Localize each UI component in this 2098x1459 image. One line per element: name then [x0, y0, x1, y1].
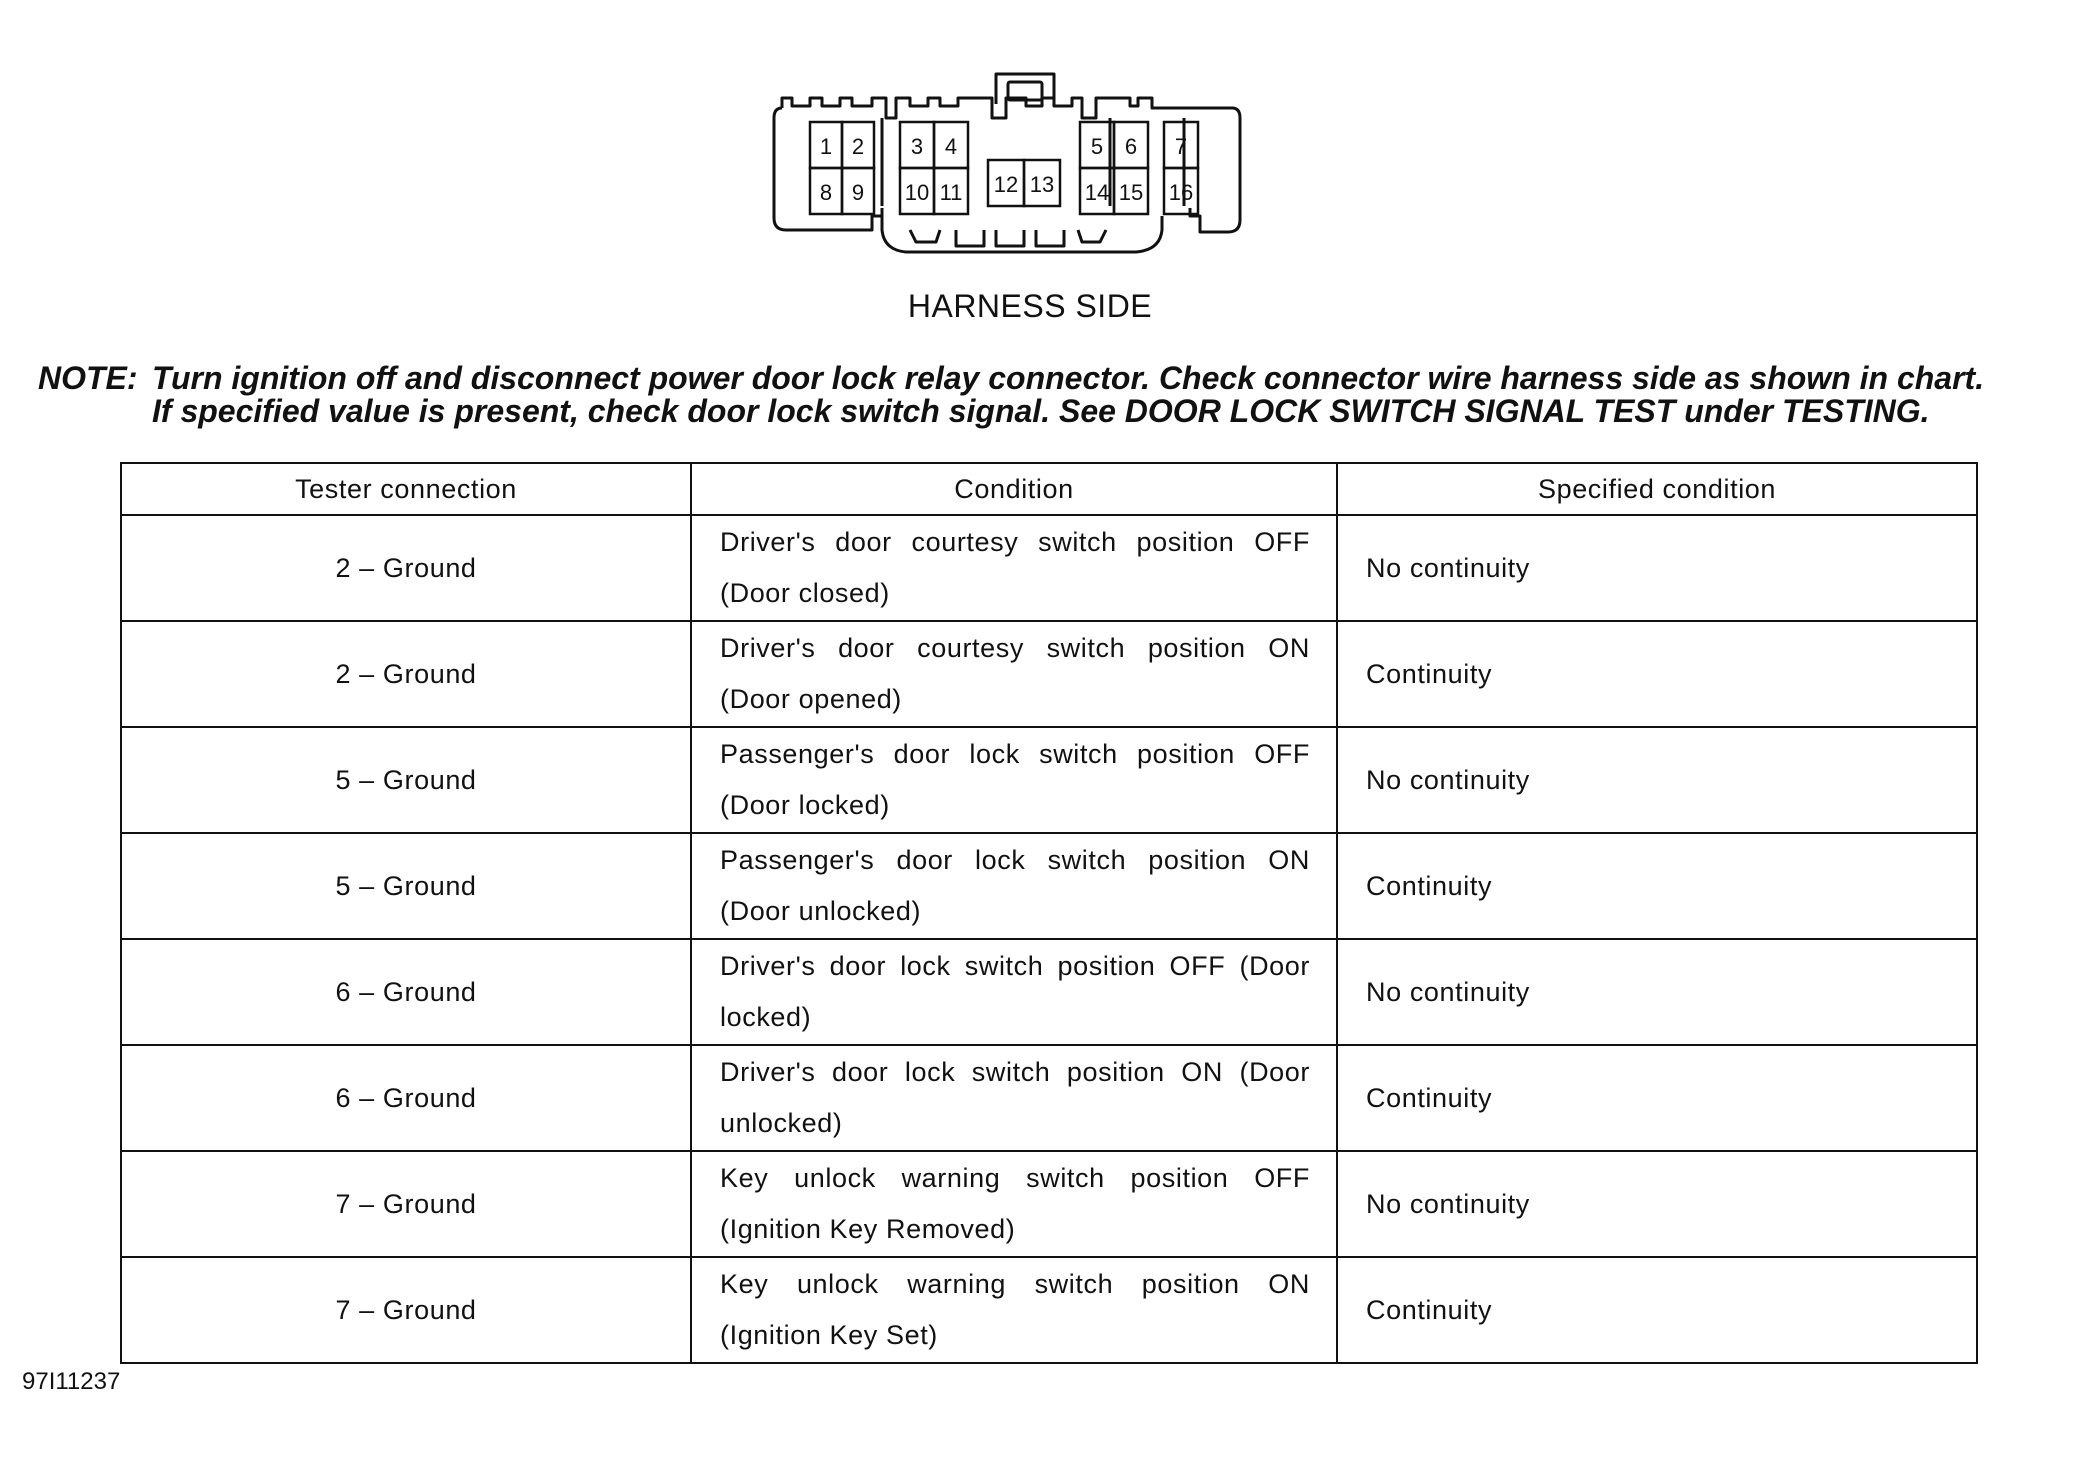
condition-cell: Key unlock warning switch position OFF (Ignition Key Removed)	[691, 1151, 1337, 1257]
table-row	[121, 833, 1977, 939]
condition-cell: Driver's door lock switch position OFF (Door locked)	[691, 939, 1337, 1045]
condition-cell: Passenger's door lock switch position ON (Door unlocked)	[691, 833, 1337, 939]
specified-condition-cell: Continuity	[1337, 621, 1977, 727]
note-prefix: NOTE:	[38, 360, 138, 396]
note-line-1	[38, 362, 2078, 395]
tester-connection-cell: 2 – Ground	[121, 515, 691, 621]
pin-3: 3	[910, 134, 924, 159]
condition-cell: Passenger's door lock switch position OFF (Door locked)	[691, 727, 1337, 833]
connector-housing-left	[782, 98, 1232, 118]
header-specified-condition: Specified condition	[1337, 463, 1977, 515]
specified-condition-cell: Continuity	[1337, 1257, 1977, 1363]
table-row	[121, 939, 1977, 1045]
condition-cell: Driver's door courtesy switch position ON (Door opened)	[691, 621, 1337, 727]
pin-11: 11	[939, 180, 963, 205]
table-row	[121, 1045, 1977, 1151]
header-condition: Condition	[691, 463, 1337, 515]
pin-5: 5	[1090, 134, 1104, 159]
connector-diagram	[760, 70, 1250, 280]
figure-id: 97I11237	[22, 1368, 121, 1395]
specified-condition-cell: Continuity	[1337, 1045, 1977, 1151]
pin-2: 2	[851, 134, 865, 159]
specified-condition-cell: No continuity	[1337, 727, 1977, 833]
table-row	[121, 621, 1977, 727]
pin-8: 8	[819, 180, 833, 205]
table-row	[121, 1257, 1977, 1363]
pin-14: 14	[1084, 180, 1110, 205]
tester-connection-cell: 6 – Ground	[121, 1045, 691, 1151]
pin-4: 4	[944, 134, 958, 159]
note-block	[38, 362, 2078, 428]
specified-condition-cell: No continuity	[1337, 515, 1977, 621]
header-tester-connection: Tester connection	[121, 463, 691, 515]
tester-connection-cell: 5 – Ground	[121, 833, 691, 939]
tester-connection-cell: 6 – Ground	[121, 939, 691, 1045]
specified-condition-cell: No continuity	[1337, 1151, 1977, 1257]
tester-connection-cell: 5 – Ground	[121, 727, 691, 833]
table-header-row	[121, 463, 1977, 515]
specified-condition-cell: No continuity	[1337, 939, 1977, 1045]
condition-cell: Driver's door courtesy switch position OFF (Door closed)	[691, 515, 1337, 621]
tester-connection-cell: 7 – Ground	[121, 1151, 691, 1257]
note-line-1-text: Turn ignition off and disconnect power door lock relay connector. Check connector wire harness side as shown in chart.	[152, 360, 1985, 396]
table-row	[121, 1151, 1977, 1257]
condition-cell: Key unlock warning switch position ON (Ignition Key Set)	[691, 1257, 1337, 1363]
harness-side-label: HARNESS SIDE	[907, 288, 1153, 324]
tester-connection-cell: 2 – Ground	[121, 621, 691, 727]
pin-1: 1	[819, 134, 833, 159]
pin-7: 7	[1174, 134, 1188, 159]
tester-connection-cell: 7 – Ground	[121, 1257, 691, 1363]
pin-13: 13	[1029, 172, 1055, 197]
table-row	[121, 515, 1977, 621]
pin-10: 10	[904, 180, 930, 205]
table-row	[121, 727, 1977, 833]
specified-condition-cell: Continuity	[1337, 833, 1977, 939]
note-line-2: If specified value is present, check door lock switch signal. See DOOR LOCK SWITCH SIGNAL TEST under TESTING.	[152, 393, 1930, 429]
pin-16: 16	[1168, 180, 1194, 205]
continuity-test-table	[120, 462, 1978, 1364]
pin-12: 12	[993, 172, 1019, 197]
pin-6: 6	[1124, 134, 1138, 159]
pin-9: 9	[851, 180, 865, 205]
pin-15: 15	[1118, 180, 1144, 205]
condition-cell: Driver's door lock switch position ON (Door unlocked)	[691, 1045, 1337, 1151]
